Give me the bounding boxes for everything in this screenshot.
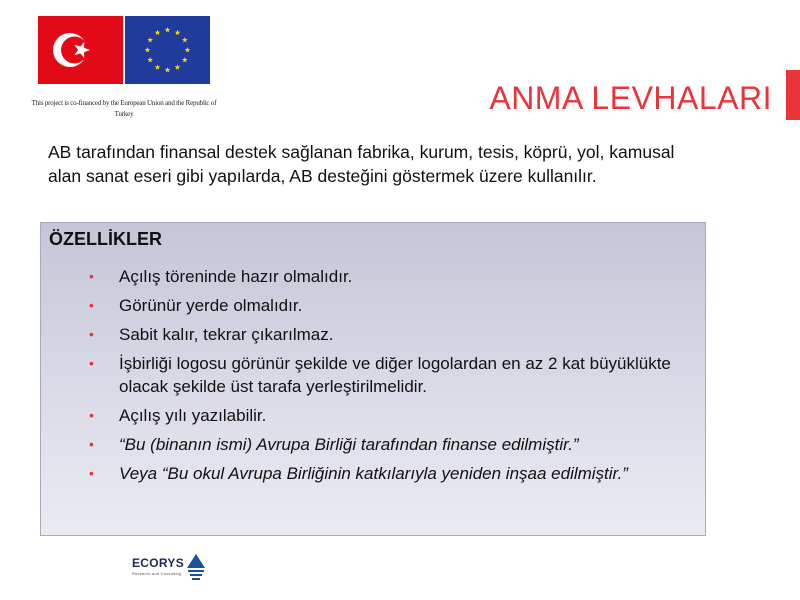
bullet-icon: • <box>89 355 94 371</box>
eu-flag-icon <box>125 16 210 84</box>
features-heading: ÖZELLİKLER <box>49 229 162 249</box>
bullet-icon: • <box>89 407 94 423</box>
list-item-text: Açılış yılı yazılabilir. <box>119 406 267 425</box>
list-item-text: Sabit kalır, tekrar çıkarılmaz. <box>119 325 334 344</box>
list-item <box>89 352 679 398</box>
logo-name: ECORYS <box>132 556 185 570</box>
features-box <box>40 222 706 536</box>
list-item-text: Veya “Bu okul Avrupa Birliğinin katkılarıyla yeniden inşaa edilmiştir.” <box>119 464 628 483</box>
list-item <box>89 265 679 288</box>
list-item <box>89 404 679 427</box>
turkey-flag-icon <box>38 16 123 84</box>
list-item-text: Görünür yerde olmalıdır. <box>119 296 303 315</box>
intro-paragraph: AB tarafından finansal destek sağlanan fabrika, kurum, tesis, köprü, yol, kamusal alan sanat eseri gibi yapılarda, AB desteğini göstermek üzere kullanılır. <box>48 142 675 186</box>
bullet-icon: • <box>89 268 94 284</box>
ecorys-logo-icon <box>186 552 206 582</box>
list-item-text: “Bu (binanın ismi) Avrupa Birliği tarafından finanse edilmiştir.” <box>119 435 579 454</box>
features-list <box>89 265 679 491</box>
ecorys-logo <box>132 550 222 586</box>
bullet-icon: • <box>89 326 94 342</box>
list-item-text: Açılış töreninde hazır olmalıdır. <box>119 267 353 286</box>
accent-bar <box>786 70 800 120</box>
cofinance-note: This project is co-financed by the European Union and the Republic of Turkey <box>31 99 217 118</box>
list-item <box>89 294 679 317</box>
flags-group <box>38 16 210 84</box>
bullet-icon: • <box>89 297 94 313</box>
list-item <box>89 462 679 485</box>
bullet-icon: • <box>89 465 94 481</box>
page-title: ANMA LEVHALARI <box>489 80 772 116</box>
list-item <box>89 323 679 346</box>
bullet-icon: • <box>89 436 94 452</box>
logo-tagline: Research and Consulting <box>132 571 182 576</box>
list-item <box>89 433 679 456</box>
list-item-text: İşbirliği logosu görünür şekilde ve diğer logolardan en az 2 kat büyüklükte olacak şekilde üst tarafa yerleştirilmelidir. <box>119 354 671 396</box>
